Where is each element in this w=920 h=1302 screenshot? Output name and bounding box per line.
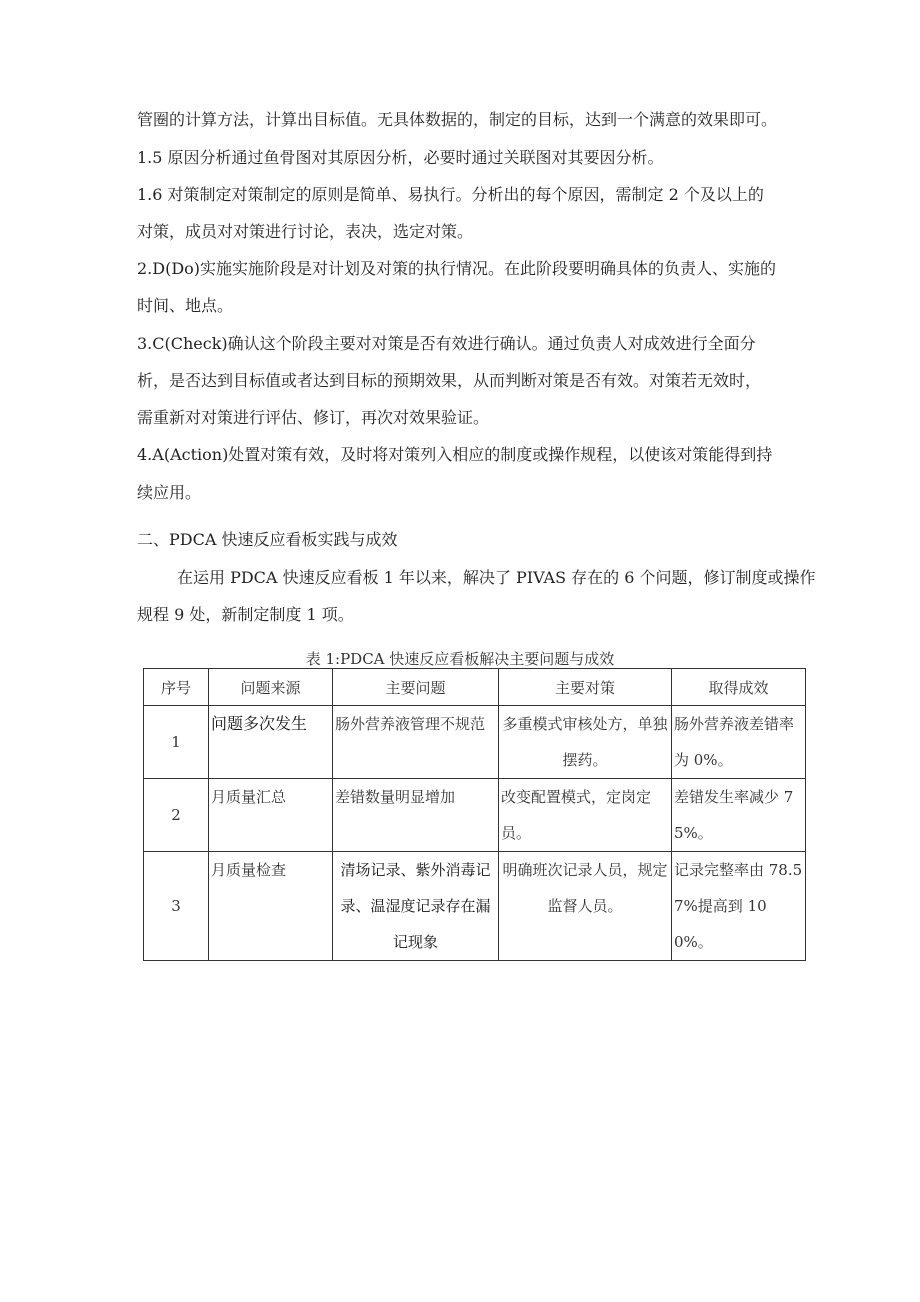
table-cell: 1 <box>144 706 209 779</box>
paragraph-line: 规程 9 处，新制定制度 1 项。 <box>137 605 354 624</box>
results-table <box>143 668 806 961</box>
table-cell: 问题多次发生 <box>209 706 333 779</box>
header-cell: 序号 <box>144 669 209 706</box>
paragraph-line: 对策，成员对对策进行讨论，表决，选定对策。 <box>137 222 474 241</box>
table-header-row <box>144 669 806 706</box>
section-heading: 二、PDCA 快速反应看板实践与成效 <box>137 530 398 549</box>
header-cell: 主要对策 <box>499 669 672 706</box>
table-cell: 清场记录、紫外消毒记录、温湿度记录存在漏记现象 <box>333 852 499 961</box>
paragraph-line: 需重新对对策进行评估、修订，再次对效果验证。 <box>137 408 490 427</box>
header-cell: 主要问题 <box>333 669 499 706</box>
paragraph-line: 在运用 PDCA 快速反应看板 1 年以来，解决了 PIVAS 存在的 6 个问题，修订制度或操作 <box>177 568 816 587</box>
table-row <box>144 779 806 852</box>
table-row <box>144 706 806 779</box>
paragraph-line: 时间、地点。 <box>137 296 234 315</box>
table-cell: 差错数量明显增加 <box>333 779 499 852</box>
paragraph-line: 1.6 对策制定对策制定的原则是简单、易执行。分析出的每个原因，需制定 2 个及以上的 <box>137 185 764 204</box>
table-cell: 2 <box>144 779 209 852</box>
table-cell: 肠外营养液管理不规范 <box>333 706 499 779</box>
paragraph-line: 4.A(Action)处置对策有效，及时将对策列入相应的制度或操作规程，以使该对策能得到持 <box>137 445 773 464</box>
table-cell: 月质量汇总 <box>209 779 333 852</box>
table-cell: 差错发生率减少 75%。 <box>672 779 806 852</box>
header-cell: 问题来源 <box>209 669 333 706</box>
paragraph-line: 1.5 原因分析通过鱼骨图对其原因分析，必要时通过关联图对其要因分析。 <box>137 148 664 167</box>
table-cell: 3 <box>144 852 209 961</box>
paragraph-line: 3.C(Check)确认这个阶段主要对对策是否有效进行确认。通过负责人对成效进行全面分 <box>137 334 756 353</box>
table-cell: 肠外营养液差错率为 0%。 <box>672 706 806 779</box>
table-cell: 月质量检查 <box>209 852 333 961</box>
table-cell: 明确班次记录人员，规定监督人员。 <box>499 852 672 961</box>
table-caption: 表 1:PDCA 快速反应看板解决主要问题与成效 <box>305 650 615 668</box>
table-cell: 记录完整率由 78.57%提高到 100%。 <box>672 852 806 961</box>
paragraph-line: 2.D(Do)实施实施阶段是对计划及对策的执行情况。在此阶段要明确具体的负责人、实施的 <box>137 259 777 278</box>
table-cell: 改变配置模式，定岗定员。 <box>499 779 672 852</box>
paragraph-line: 析，是否达到目标值或者达到目标的预期效果，从而判断对策是否有效。对策若无效时， <box>137 371 762 390</box>
table-row <box>144 852 806 961</box>
paragraph-line: 管圈的计算方法，计算出目标值。无具体数据的，制定的目标，达到一个满意的效果即可。 <box>137 110 778 129</box>
header-cell: 取得成效 <box>672 669 806 706</box>
table-cell: 多重模式审核处方，单独摆药。 <box>499 706 672 779</box>
paragraph-line: 续应用。 <box>137 483 202 502</box>
